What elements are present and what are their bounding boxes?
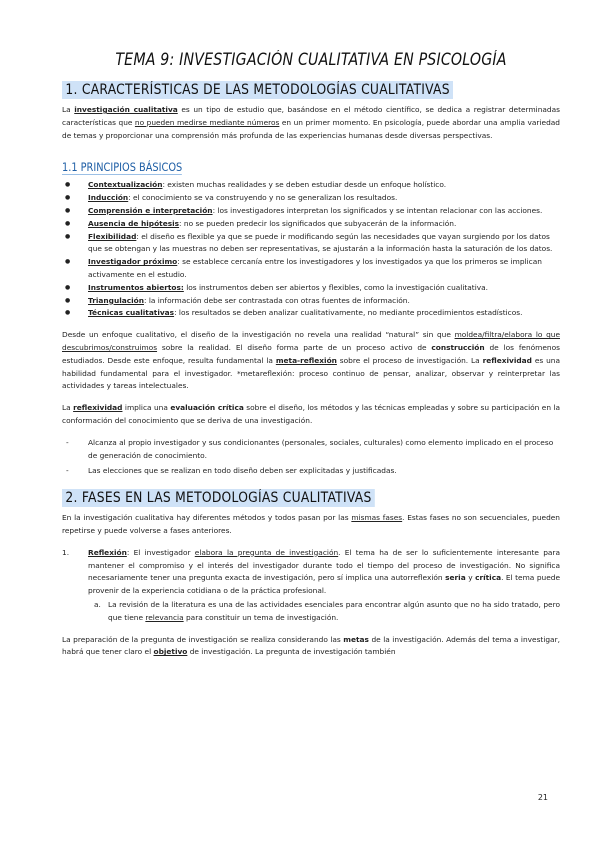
list-item: ● Inducción: el conocimiento se va construyendo y no se generalizan los resultados. — [62, 192, 560, 205]
section-1-heading: 1. CARACTERÍSTICAS DE LAS METODOLOGÍAS CUALITATIVAS — [62, 81, 453, 99]
list-item: ● Técnicas cualitativas: los resultados se deben analizar cualitativamente, no mediante procedimientos estadísticos. — [62, 307, 560, 320]
section-2-heading: 2. FASES EN LAS METODOLOGÍAS CUALITATIVAS — [62, 489, 375, 507]
principles-list — [62, 179, 560, 320]
list-item: ● Comprensión e interpretación: los investigadores interpretan los significados y se intentan relacionar con las acciones. — [62, 205, 560, 218]
list-item: - Las elecciones que se realizan en todo diseño deben ser explicitadas y justificadas. — [62, 465, 560, 478]
section-1-paragraph: La investigación cualitativa es un tipo de estudio que, basándose en el método científico, se dedica a registrar determinadas características que no pueden medirse mediante números en un primer momento. En psicología, puede abordar una amplia variedad de temas y proporcionar una comprensión más profunda de las experiencias humanas desde diversas perspectivas. — [62, 105, 560, 140]
question-paragraph: La preparación de la pregunta de investigación se realiza considerando las metas de la investigación. Además del tema a investigar, habrá que tener claro el objetivo de investigación. La pregunta de investigación también — [62, 634, 560, 657]
sub-item: a. La revisión de la literatura es una de las actividades esenciales para encontrar algún asunto que no ha sido tratado, pero que tiene relevancia para constituir un tema de investigación. — [94, 599, 560, 622]
list-item: ● Triangulación: la información debe ser contrastada con otras fuentes de información. — [62, 295, 560, 308]
section-2-paragraph: En la investigación cualitativa hay diferentes métodos y todos pasan por las mismas fases. Estas fases no son secuenciales, pueden repetirse y puede volverse a fases anteriores. — [62, 513, 560, 535]
list-item: ● Instrumentos abiertos: los instrumentos deben ser abiertos y flexibles, como la investigación cualitativa. — [62, 282, 560, 295]
list-item: - Alcanza al propio investigador y sus condicionantes (personales, sociales, culturales) como elemento implicado en el proceso de generación de conocimiento. — [62, 437, 560, 463]
section-1-1-heading: 1.1 PRINCIPIOS BÁSICOS — [62, 160, 183, 175]
design-paragraph: Desde un enfoque cualitativo, el diseño de la investigación no revela una realidad “natural” sin que moldea/filtra/elabora lo que descubrimos/construimos sobre la realidad. El diseño forma parte de un proceso activo de construcción de los fenómenos estudiados. Desde este enfoque, resulta fundamental la meta-reflexión sobre el proceso de investigación. La reflexividad es una habilidad fundamental para el investigador. *metareflexión: proceso continuo de pensar, analizar, observar y reinterpretar las actividades y tareas intelectuales. — [62, 330, 561, 391]
list-item: ● Flexibilidad: el diseño es flexible ya que se puede ir modificando según las necesidades que vayan surgiendo por los datos que se obtengan y las muestras no deben ser representativas, se ajustarán a la información hasta la saturación de los datos. — [62, 231, 560, 257]
page-title: TEMA 9: INVESTIGACIÓN CUALITATIVA EN PSICOLOGÍA — [115, 50, 507, 69]
list-item: 1. Reflexión: El investigador elabora la pregunta de investigación. El tema ha de ser lo suficientemente interesante para mantener el compromiso y el interés del investigador durante todo el tiempo del proceso de investigación. No significa necesariamente tener una pregunta exacta de investigación, pero sí implica una autorreflexión seria y crítica. El tema puede provenir de la experiencia cotidiana o de la práctica profesional. a. La revisión de la literatura es una de las actividades esenciales para encontrar algún asunto que no ha sido tratado, pero que tiene relevancia para constituir un tema de investigación. — [62, 547, 560, 625]
phases-list — [62, 547, 560, 625]
list-number: 1. — [62, 547, 70, 557]
sub-item-letter: a. — [94, 599, 101, 609]
reflexivity-paragraph: La reflexividad implica una evaluación crítica sobre el diseño, los métodos y las técnicas empleadas y sobre su participación en la conformación del conocimiento que se deriva de una investigación. — [62, 403, 561, 425]
page-number: 21 — [537, 793, 548, 802]
reflexivity-list — [62, 437, 560, 478]
list-item: ● Ausencia de hipótesis: no se pueden predecir los significados que subyacerán de la información. — [62, 218, 560, 231]
list-item: ● Investigador próximo: se establece cercanía entre los investigadores y los investigados ya que los primeros se implican activamente en el estudio. — [62, 256, 560, 282]
list-item: ● Contextualización: existen muchas realidades y se deben estudiar desde un enfoque holístico. — [62, 179, 560, 192]
